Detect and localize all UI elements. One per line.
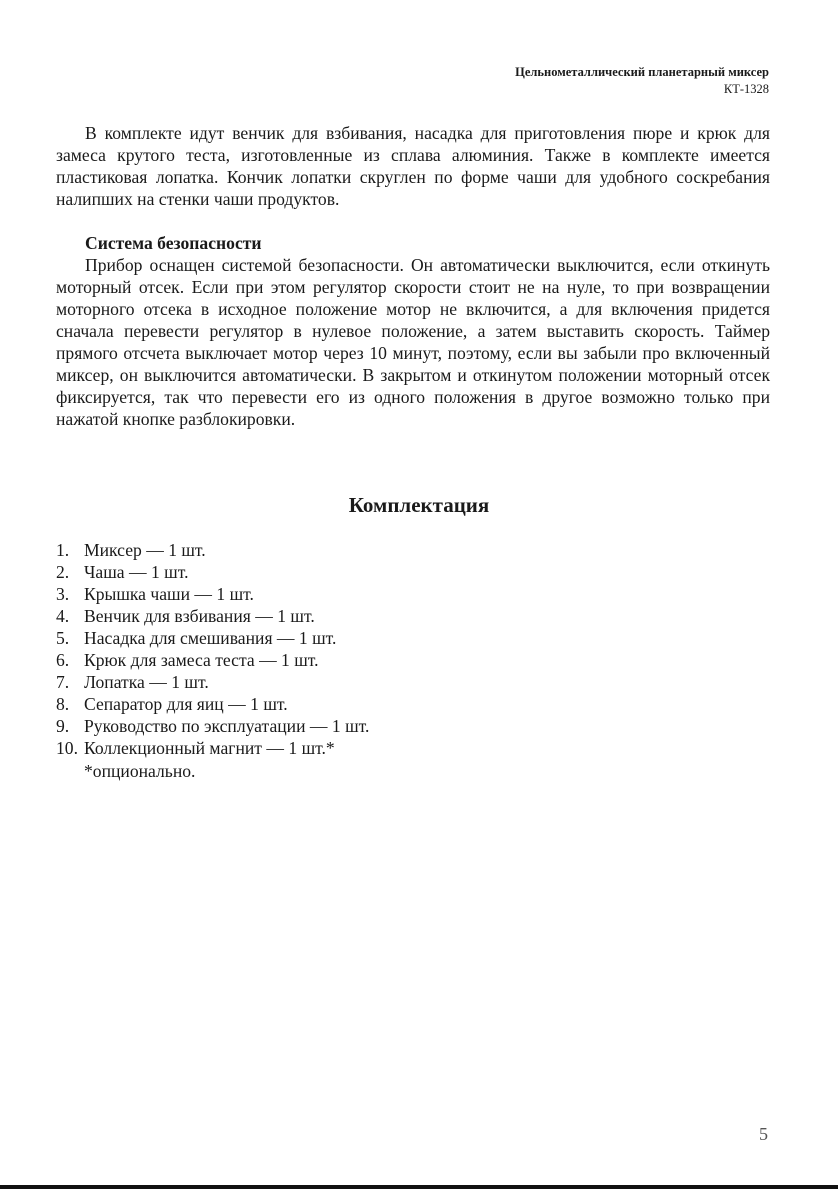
list-item-number: 4. — [56, 606, 70, 626]
safety-section — [56, 232, 770, 430]
list-item — [56, 737, 369, 759]
list-item-number: 9. — [56, 716, 70, 736]
list-item-number: 5. — [56, 628, 70, 648]
list-item-text: Сепаратор для яиц — 1 шт. — [84, 694, 288, 714]
list-item-text: Коллекционный магнит — 1 шт.* — [84, 738, 335, 758]
list-item — [56, 561, 369, 583]
list-item-number: 6. — [56, 650, 70, 670]
list-item — [56, 649, 369, 671]
safety-paragraph: Прибор оснащен системой безопасности. Он автоматически выключится, если откинуть моторный отсек. Если при этом регулятор скорости стоит не на нуле, то при возвращении моторного отсека в исходное положение мотор не включится, а для включения придется сначала перевести регулятор в нулевое положение, а затем выставить скорость. Таймер прямого отсчета выключает мотор через 10 минут, поэтому, если вы забыли про включенный миксер, он выключится автоматически. В закрытом и откинутом положении моторный отсек фиксируется, так что перевести его из одного положения в другое возможно только при нажатой кнопке разблокировки. — [56, 255, 770, 429]
list-item-text: Руководство по эксплуатации — 1 шт. — [84, 716, 370, 736]
list-item — [56, 605, 369, 627]
contents-heading: Комплектация — [348, 493, 490, 517]
intro-section — [56, 122, 770, 210]
list-item-number: 7. — [56, 672, 70, 692]
list-item-text: Крышка чаши — 1 шт. — [84, 584, 254, 604]
page-number: 5 — [759, 1124, 768, 1144]
list-item-text: Насадка для смешивания — 1 шт. — [84, 628, 337, 648]
intro-paragraph: В комплекте идут венчик для взбивания, насадка для приготовления пюре и крюк для замеса крутого теста, изготовленные из сплава алюминия. Также в комплекте имеется пластиковая лопатка. Кончик лопатки скруглен по форме чаши для удобного соскребания налипших на стенки чаши продуктов. — [56, 123, 770, 209]
footnote: *опционально. — [84, 761, 196, 781]
product-title: Цельнометаллический планетарный миксер — [515, 65, 769, 79]
list-item-text: Чаша — 1 шт. — [84, 562, 189, 582]
list-item — [56, 715, 369, 737]
list-item — [56, 539, 369, 561]
safety-heading: Система безопасности — [85, 233, 262, 253]
list-item — [56, 583, 369, 605]
running-header — [515, 64, 769, 98]
contents-list — [56, 539, 369, 759]
list-item-text: Миксер — 1 шт. — [84, 540, 206, 560]
list-item-number: 10. — [56, 738, 78, 758]
bottom-border — [0, 1185, 838, 1189]
list-item-number: 2. — [56, 562, 70, 582]
list-item-text: Крюк для замеса теста — 1 шт. — [84, 650, 319, 670]
list-item-text: Венчик для взбивания — 1 шт. — [84, 606, 315, 626]
product-model: КТ-1328 — [723, 82, 769, 96]
list-item-number: 8. — [56, 694, 70, 714]
list-item-number: 3. — [56, 584, 70, 604]
list-item-number: 1. — [56, 540, 70, 560]
list-item-text: Лопатка — 1 шт. — [84, 672, 209, 692]
list-item — [56, 627, 369, 649]
list-item — [56, 671, 369, 693]
list-item — [56, 693, 369, 715]
